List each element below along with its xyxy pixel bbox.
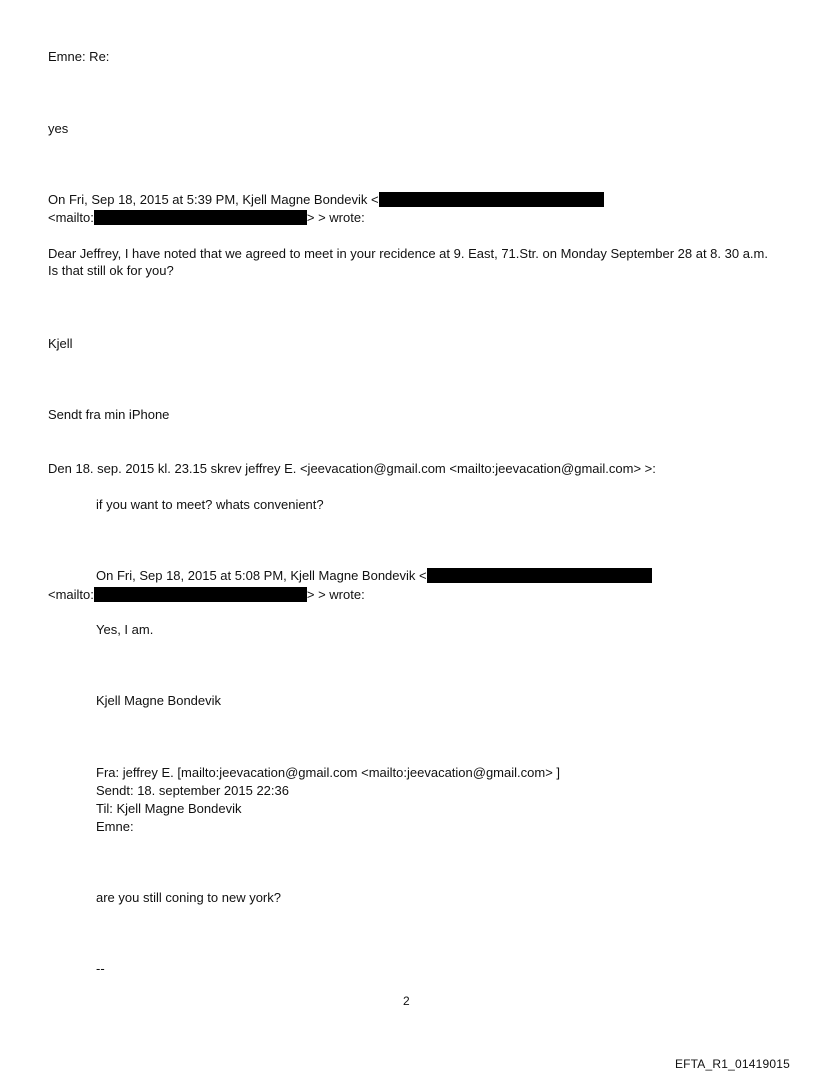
forwarded-subject: Emne:	[96, 819, 134, 834]
quote3-wrote: > > wrote:	[306, 587, 365, 602]
quote1-attribution	[48, 191, 604, 208]
original-body: are you still coning to new york?	[96, 890, 281, 905]
forwarded-to: Til: Kjell Magne Bondevik	[96, 801, 242, 816]
redaction-bar	[427, 568, 652, 583]
quote1-mailto-prefix: <mailto:	[48, 210, 94, 225]
quote1-signature: Kjell	[48, 336, 73, 351]
quote1-attribution-text: On Fri, Sep 18, 2015 at 5:39 PM, Kjell Magne Bondevik <	[48, 192, 379, 207]
quote1-wrote: > > wrote:	[306, 210, 365, 225]
forwarded-sent: Sendt: 18. september 2015 22:36	[96, 783, 289, 798]
redaction-bar	[94, 210, 307, 225]
quote3-attribution-text: On Fri, Sep 18, 2015 at 5:08 PM, Kjell Magne Bondevik <	[96, 568, 427, 583]
quote3-body: Yes, I am.	[96, 622, 154, 637]
quote3-signature: Kjell Magne Bondevik	[96, 693, 222, 708]
redaction-bar	[94, 587, 307, 602]
quote3-mailto-prefix: <mailto:	[48, 587, 94, 602]
quote1-sent-from: Sendt fra min iPhone	[48, 407, 170, 422]
subject-line: Emne: Re:	[48, 49, 110, 64]
quote2-body: if you want to meet? whats convenient?	[96, 497, 324, 512]
forwarded-from: Fra: jeffrey E. [mailto:jeevacation@gmail.com <mailto:jeevacation@gmail.com> ]	[96, 765, 561, 780]
quote2-attribution: Den 18. sep. 2015 kl. 23.15 skrev jeffrey E. <jeevacation@gmail.com <mailto:jeevacation@gmail.com> >:	[48, 461, 656, 476]
reply-text: yes	[48, 121, 69, 136]
signature-separator: --	[96, 961, 105, 976]
quote1-mailto-line	[48, 209, 365, 226]
document-id: EFTA_R1_01419015	[674, 1057, 790, 1071]
quote3-attribution	[96, 567, 652, 584]
quote3-mailto-line	[48, 586, 365, 603]
quote1-body: Dear Jeffrey, I have noted that we agreed to meet in your recidence at 9. East, 71.Str. on Monday September 28 at 8. 30 a.m. Is that still ok for you?	[48, 246, 768, 278]
page-number: 2	[403, 994, 410, 1008]
redaction-bar	[379, 192, 604, 207]
